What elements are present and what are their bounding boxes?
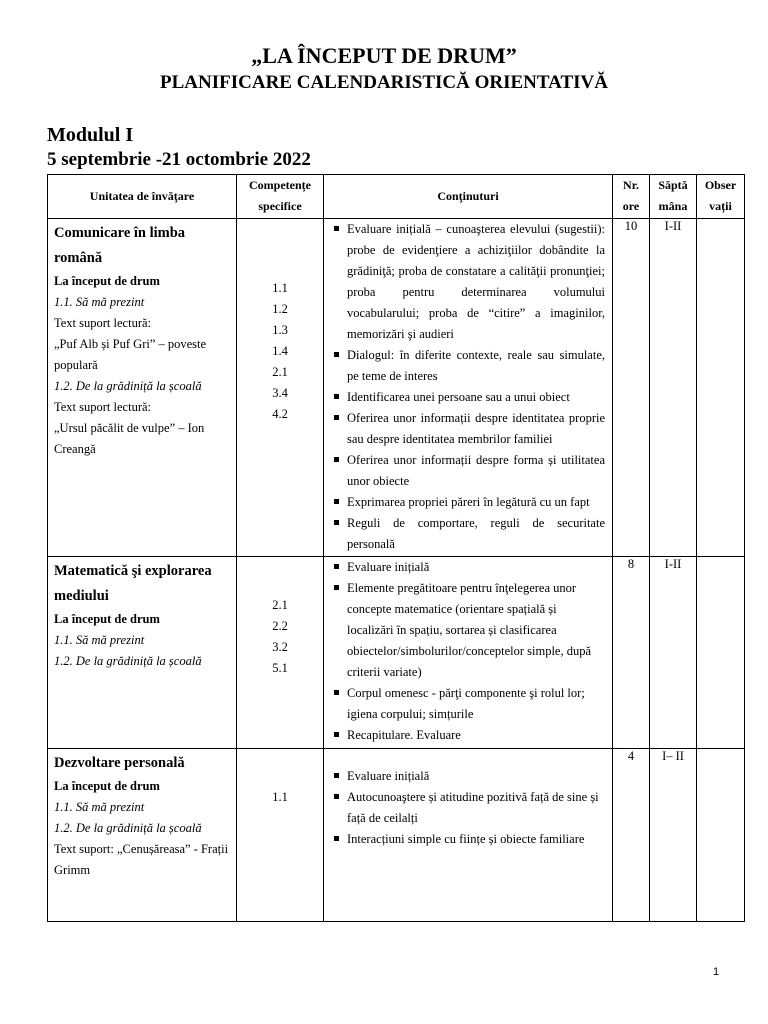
content-item: Recapitulare. Evaluare [333,725,605,746]
unit-line: „Ursul păcălit de vulpe” – Ion Creangă [54,421,205,456]
unit-line: 1.2. De la grădiniță la școală [54,654,202,668]
competence-code: 2.1 [272,598,288,612]
unit-line: Text suport lectură: [54,316,152,330]
contents-list [333,766,605,850]
header-competences: Competențe specifice [237,175,324,219]
contents-list [333,219,605,555]
header-contents: Conţinuturi [324,175,613,219]
contents-cell [324,219,613,557]
competence-code: 1.3 [272,323,288,337]
competence-code: 3.4 [272,386,288,400]
unit-line: La început de drum [54,612,160,626]
competence-code: 5.1 [272,661,288,675]
unit-line: Text suport lectură: [54,400,152,414]
competence-code: 1.4 [272,344,288,358]
content-item: Evaluare inițială [333,557,605,578]
content-item: Interacțiuni simple cu ființe și obiecte familiare [333,829,605,850]
observations-cell [697,557,745,749]
unit-cell [48,219,237,557]
observations-cell [697,749,745,922]
header-unit: Unitatea de învăţare [48,175,237,219]
content-item: Elemente pregătitoare pentru înţelegerea unor concepte matematice (orientare spațială și localizări în spațiu, sortarea și clasificarea obiectelor/simbolurilor/conceptelor simple, după criterii variate) [333,578,605,683]
unit-line: Text suport: „Cenușăreasa” - Frații Grimm [54,842,229,877]
header-week: Săptă mâna [650,175,697,219]
table-row [48,557,745,749]
contents-cell [324,557,613,749]
header-observations: Obser vații [697,175,745,219]
module-heading: Modulul I [47,124,134,146]
content-item: Evaluare inițială – cunoaşterea elevului (sugestii): probe de evidenţiere a achiziţiilor dobândite la grădiniţă; proba de constatare a calităţii pronunţiei; proba pentru determinarea volumului vocabularului; proba de “citire” a imaginilor, memorizări şi audieri [333,219,605,345]
unit-cell [48,749,237,922]
content-item: Oferirea unor informații despre forma și utilitatea unor obiecte [333,450,605,492]
content-item: Oferirea unor informații despre identitatea proprie sau despre identitatea membrilor familiei [333,408,605,450]
unit-line: La început de drum [54,779,160,793]
competence-code: 2.2 [272,619,288,633]
unit-line: La început de drum [54,274,160,288]
competences-cell [237,557,324,749]
period-heading: 5 septembrie -21 octombrie 2022 [47,149,311,170]
week-cell: I– II [650,749,697,922]
observations-cell [697,219,745,557]
unit-line: 1.2. De la grădiniță la școală [54,821,202,835]
contents-list [333,557,605,746]
unit-cell [48,557,237,749]
document-subtitle: PLANIFICARE CALENDARISTICĂ ORIENTATIVĂ [160,72,608,93]
subject-title: Dezvoltare personală [54,755,185,771]
unit-line: 1.2. De la grădiniță la școală [54,379,202,393]
week-cell: I-II [650,557,697,749]
unit-line: „Puf Alb și Puf Gri” – poveste populară [54,337,207,372]
subject-title: Matematică şi explorarea mediului [54,563,212,604]
table-row [48,749,745,922]
header-hours: Nr. ore [613,175,650,219]
content-item: Dialogul: în diferite contexte, reale sau simulate, pe teme de interes [333,345,605,387]
hours-cell: 10 [613,219,650,557]
content-item: Autocunoaştere și atitudine pozitivă față de sine și față de ceilalți [333,787,605,829]
subject-title: Comunicare în limba română [54,225,186,266]
competence-code: 3.2 [272,640,288,654]
content-item: Identificarea unei persoane sau a unui obiect [333,387,605,408]
table-row [48,219,745,557]
week-cell: I-II [650,219,697,557]
hours-cell: 4 [613,749,650,922]
competence-code: 1.2 [272,302,288,316]
unit-line: 1.1. Să mă prezint [54,633,145,647]
hours-cell: 8 [613,557,650,749]
content-item: Corpul omenesc - părţi componente şi rolul lor; igiena corpului; simțurile [333,683,605,725]
competences-cell [237,219,324,557]
competence-code: 1.1 [272,281,288,295]
document-title: „LA ÎNCEPUT DE DRUM” [251,43,517,68]
content-item: Evaluare inițială [333,766,605,787]
content-item: Exprimarea propriei păreri în legătură cu un fapt [333,492,605,513]
unit-line: 1.1. Să mă prezint [54,295,145,309]
competences-cell [237,749,324,922]
page-number: 1 [713,966,720,978]
competence-code: 2.1 [272,365,288,379]
planning-table [47,174,745,922]
contents-cell [324,749,613,922]
competence-code: 4.2 [272,407,288,421]
table-header-row [48,175,745,219]
competence-code: 1.1 [272,790,288,804]
content-item: Reguli de comportare, reguli de securitate personală [333,513,605,555]
unit-line: 1.1. Să mă prezint [54,800,145,814]
